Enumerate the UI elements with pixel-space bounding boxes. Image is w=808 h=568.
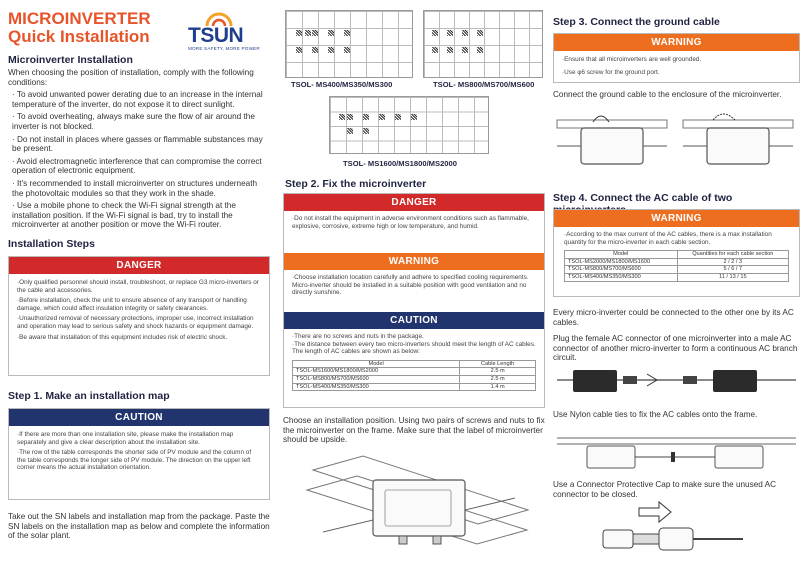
table-cell: TSOL-MS800/MS700/MS600: [293, 375, 460, 383]
table-row: [565, 273, 789, 281]
sn-label: [395, 114, 401, 120]
table-cell: TSOL-MS400/MS350/MS300: [293, 383, 460, 391]
tsun-logo: [180, 12, 272, 52]
sn-label: [312, 47, 318, 53]
title-line-1: MICROINVERTER: [8, 9, 151, 28]
danger-body: [9, 274, 269, 346]
warning-body: [554, 227, 799, 286]
install-bullet: · Use a mobile phone to check the Wi-Fi signal strength at the installation position. If the Wi-Fi signal is bad, try to install the microinverter at another position or move the Wi-Fi router.: [12, 201, 236, 230]
sn-label: [328, 47, 334, 53]
sn-label: [296, 47, 302, 53]
install-heading: Microinverter Installation: [8, 54, 133, 66]
danger-item: ·Before installation, check the unit to ensure absence of any transport or handling damage, which could affect insulation integrity or safety clearances.: [17, 297, 247, 312]
document-title: [8, 10, 151, 46]
column-left: [8, 0, 270, 568]
install-bullet: · To avoid unwanted power derating due to an increase in the internal temperature of the inverter, do not expose it to direct sunlight.: [12, 90, 263, 109]
install-bullet: · To avoid overheating, always make sure the flow of air around the inverter is not blocked.: [12, 112, 255, 131]
sn-label: [477, 30, 483, 36]
table-cell: 2.5 m: [460, 375, 536, 383]
map-a-label: TSOL- MS400/MS350/MS300: [291, 80, 393, 89]
sn-label: [347, 114, 353, 120]
warning-text: ·Choose installation location carefully and adhere to specified cooling requirements. Micro-inverter should be installed in a suitable position with good ventilation and no directly sunshine.: [292, 274, 529, 297]
warning-item: ·Use φ6 screw for the ground port.: [562, 68, 660, 76]
sn-label: [347, 128, 353, 134]
sn-label: [363, 114, 369, 120]
danger-label: DANGER: [284, 194, 544, 211]
sn-label: [296, 30, 302, 36]
warning-label: WARNING: [284, 253, 544, 270]
step4-heading: Step 4. Connect the AC cable of two: [553, 192, 733, 204]
cable-tie-illustration: [553, 424, 800, 474]
sn-label: [447, 47, 453, 53]
sn-label: [462, 47, 468, 53]
table-cell: 1.4 m: [460, 383, 536, 391]
sn-label: [305, 30, 311, 36]
sn-label: [432, 47, 438, 53]
logo-tagline: MORE SAFETY, MORE POWER: [188, 46, 260, 51]
sn-label: [411, 114, 417, 120]
sn-label: [328, 30, 334, 36]
installation-map-c: [329, 96, 489, 154]
map-c-label: TSOL- MS1600/MS1800/MS2000: [343, 159, 457, 168]
danger-box: [8, 256, 270, 376]
caution-label: CAUTION: [284, 312, 544, 329]
table-cell: 2 / 2 / 3: [677, 258, 788, 266]
protective-cap-illustration: [593, 500, 753, 560]
danger-item: ·Be aware that installation of this equipment includes risk of electric shock.: [17, 333, 228, 341]
installation-map-a: [285, 10, 413, 78]
warning-label: WARNING: [554, 210, 799, 227]
table-header: Model: [293, 360, 460, 368]
sn-label: [339, 114, 345, 120]
table-row: [565, 266, 789, 274]
sn-label: [312, 30, 318, 36]
caution-item: ·The distance between every two micro-inverters should meet the length of AC cables. The length of AC cables are shown as below:: [292, 340, 536, 356]
column-middle: [283, 0, 545, 568]
step2-text: Choose an installation position. Using two pairs of screws and nuts to fix the microinverter on the frame. Make sure that the label of microinverter should be upside.: [283, 416, 545, 445]
table-header: Quantities for each cable section: [677, 251, 788, 259]
sn-label: [447, 30, 453, 36]
table-row: [293, 383, 536, 391]
install-intro: When choosing the position of installation, comply with the following conditions:: [8, 68, 254, 87]
step1-heading: Step 1. Make an installation map: [8, 390, 170, 402]
sn-label: [477, 47, 483, 53]
table-cell: TSOL-MS2000/MS1800/MS1600: [565, 258, 678, 266]
table-header-row: [293, 360, 536, 368]
step4-text-3: Use Nylon cable ties to fix the AC cables onto the frame.: [553, 410, 758, 419]
table-row: [293, 368, 536, 376]
caution-item: ·The row of the table corresponds the shorter side of PV module and the column of the table corresponds the longer side of PV module. The direction on the upper left corner means the actual installation orientation.: [17, 449, 252, 472]
step3-warning-box: [553, 33, 800, 83]
sn-label: [462, 30, 468, 36]
table-cell: 5 / 6 / 7: [677, 266, 788, 274]
sn-label: [344, 47, 350, 53]
step4-warning-box: [553, 209, 800, 297]
caution-item: ·There are no screws and nuts in the package.: [292, 333, 424, 340]
warning-text: ·According to the max current of the AC cables, there is a max installation quantity for the micro-inverter in each cable section.: [564, 231, 772, 246]
caution-item: ·If there are more than one installation site, please make the installation map separately and give a clear description about the installation site.: [17, 431, 234, 446]
table-row: [293, 375, 536, 383]
step4-text-1: Every micro-inverter could be connected to the other one by its AC cables.: [553, 308, 794, 327]
table-cell: TSOL-MS1600/MS1800/MS2000: [293, 368, 460, 376]
step2-notice-box: [283, 193, 545, 408]
danger-text: ·Do not install the equipment in adverse environment conditions such as flammable, explosive, corrosive, extreme high or low temperature, and humid.: [292, 215, 529, 230]
table-header-row: [565, 251, 789, 259]
microinverter-frame-illustration: [303, 450, 533, 562]
table-cell: 11 / 13 / 15: [677, 273, 788, 281]
table-row: [565, 258, 789, 266]
steps-heading: Installation Steps: [8, 238, 95, 250]
table-cell: 2.5 m: [460, 368, 536, 376]
cable-quantity-table: [564, 250, 789, 281]
warning-label: WARNING: [554, 34, 799, 51]
sn-label: [379, 114, 385, 120]
installation-map-b: [423, 10, 543, 78]
install-conditions: [8, 68, 270, 230]
step3-text: Connect the ground cable to the enclosure of the microinverter.: [553, 90, 782, 99]
step2-heading: Step 2. Fix the microinverter: [285, 178, 427, 190]
warning-item: ·Ensure that all microinverters are well grounded.: [562, 56, 702, 63]
danger-item: ·Only qualified personnel should install, troubleshoot, or replace G3 micro-inverters or the cable and accessories.: [17, 279, 259, 294]
step1-text: Take out the SN labels and installation map from the package. Paste the SN labels on the installation map as below and complete the information of the solar plant.: [8, 512, 270, 541]
sn-label: [363, 128, 369, 134]
step4-text-4: Use a Connector Protective Cap to make sure the unused AC connector to be closed.: [553, 480, 777, 499]
caution-label: CAUTION: [9, 409, 269, 426]
caution-body: [284, 329, 544, 395]
ac-cable-illustration: [553, 366, 800, 402]
title-line-2: Quick Installation: [8, 27, 150, 46]
sn-label: [344, 30, 350, 36]
caution-box: [8, 408, 270, 500]
ground-cable-illustration: [553, 106, 800, 178]
caution-body: [9, 426, 269, 477]
table-header: Model: [565, 251, 678, 259]
map-b-label: TSOL- MS800/MS700/MS600: [433, 80, 535, 89]
step4-text-2: Plug the female AC connector of one microinverter into a male AC connector of another micro-inverter to form a continuous AC branch circuit.: [553, 334, 798, 363]
logo-wordmark: TSUN: [188, 24, 244, 47]
danger-label: DANGER: [9, 257, 269, 274]
cable-length-table: [292, 360, 536, 391]
danger-item: ·Unauthorized removal of necessary protections, improper use, incorrect installation and operation may lead to serious safety and shock hazards or equipment damage.: [17, 315, 254, 330]
table-cell: TSOL-MS800/MS700/MS600: [565, 266, 678, 274]
sn-label: [432, 30, 438, 36]
install-bullet: · Avoid electromagnetic interference that can compromise the correct operation of electronic equipment.: [12, 156, 262, 176]
table-cell: TSOL-MS400/MS350/MS300: [565, 273, 678, 281]
step3-heading: Step 3. Connect the ground cable: [553, 16, 720, 28]
install-bullet: · It's recommended to install microinverter on structures underneath the photovoltaic modules so that they work in the shade.: [12, 178, 258, 198]
table-header: Cable Length: [460, 360, 536, 368]
column-right: [553, 0, 801, 568]
install-bullet: · Do not install in places where gasses or flammable substances may be present.: [12, 134, 263, 154]
warning-body: [554, 51, 799, 81]
